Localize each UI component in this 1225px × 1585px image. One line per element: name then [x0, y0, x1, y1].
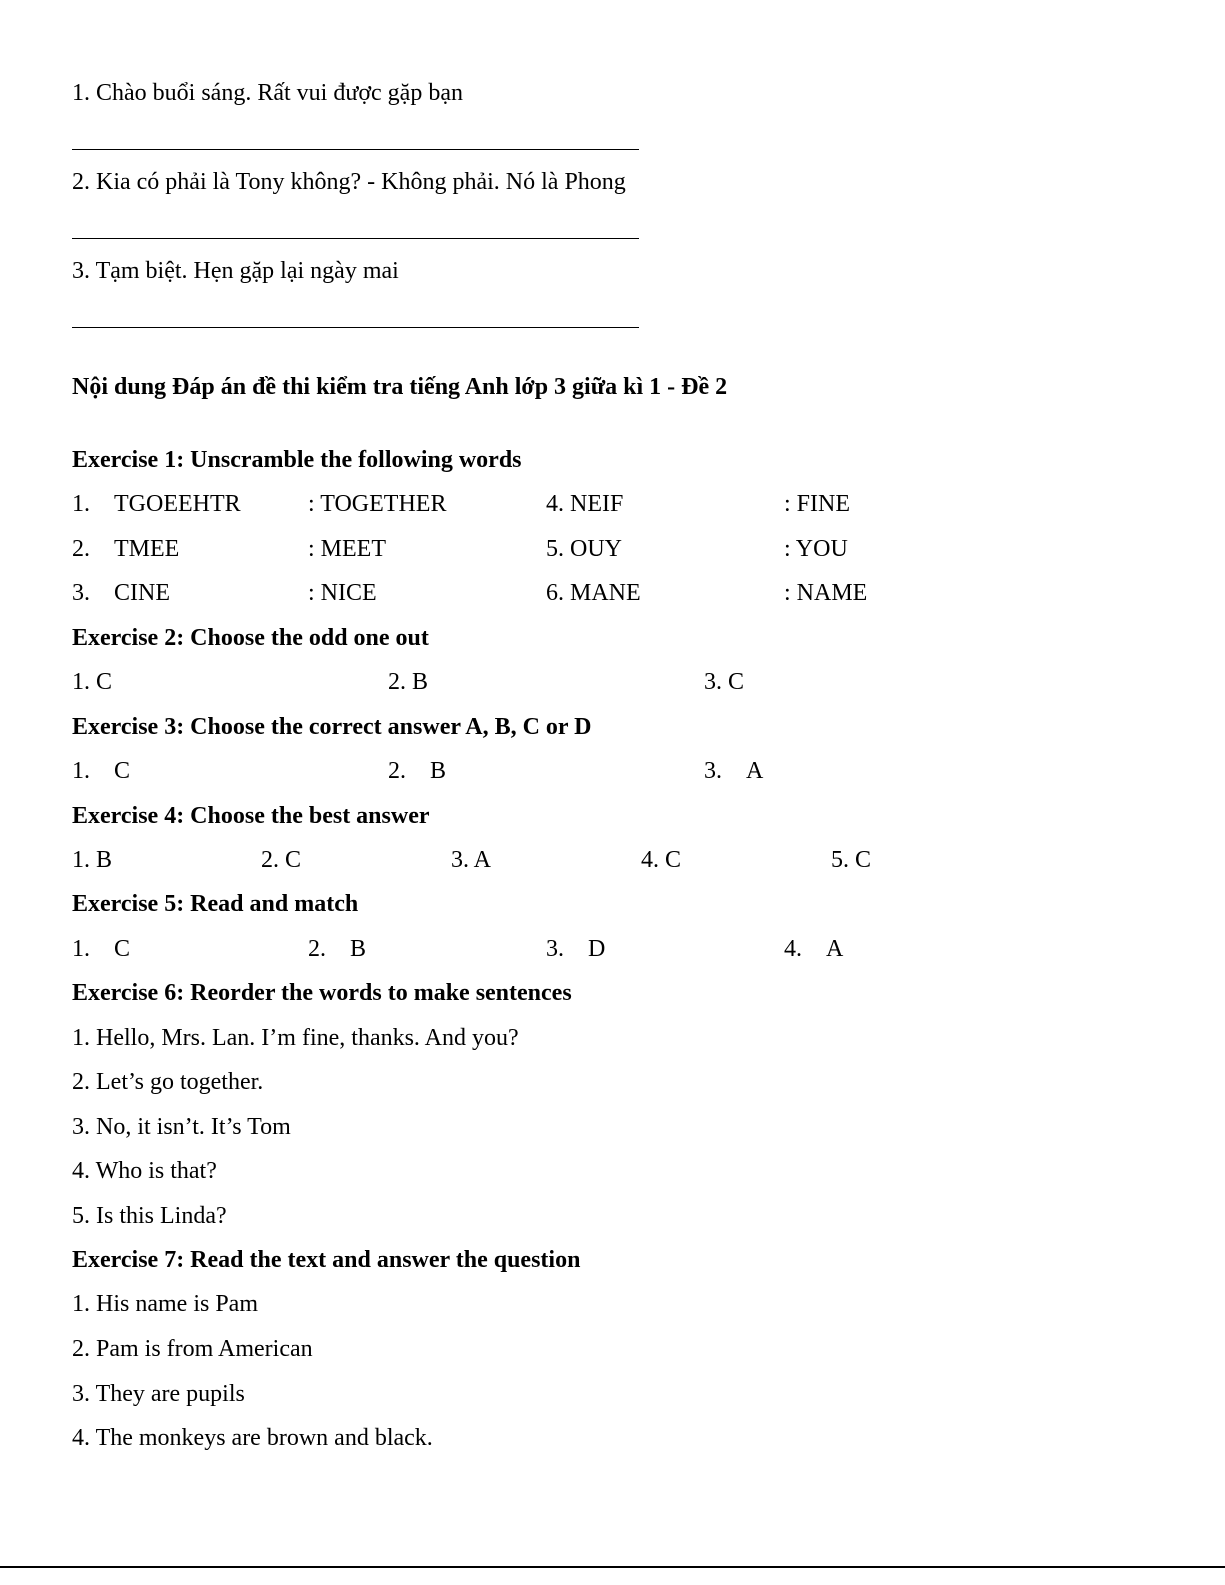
exercise-3-title: Exercise 3: Choose the correct answer A, B, C or D: [72, 714, 592, 740]
answer-word: : FINE: [784, 491, 850, 517]
answer-line: [72, 149, 639, 150]
scrambled-word: CINE: [114, 580, 170, 606]
answer-number: 2.: [388, 758, 406, 784]
answer-number: 4.: [784, 936, 802, 962]
answer-item: 4. C: [641, 847, 682, 873]
sentence-item: 1. Hello, Mrs. Lan. I’m fine, thanks. And you?: [72, 1025, 519, 1051]
answer-item: 3. C: [704, 669, 745, 695]
answer-value: B: [430, 758, 447, 784]
answer-item: 2. C: [261, 847, 302, 873]
answer-word: : NAME: [784, 580, 868, 606]
translate-item-3: 3. Tạm biệt. Hẹn gặp lại ngày mai: [72, 258, 399, 284]
answer-word: : YOU: [784, 536, 848, 562]
answer-number: 3.: [546, 936, 564, 962]
answer-line: [72, 327, 639, 328]
answer-word: : NICE: [308, 580, 377, 606]
answer-item: 1. C: [72, 669, 113, 695]
answer-word: : MEET: [308, 536, 386, 562]
answer-sentence: 2. Pam is from American: [72, 1336, 313, 1362]
sentence-item: 5. Is this Linda?: [72, 1203, 227, 1229]
scrambled-word: TGOEEHTR: [114, 491, 241, 517]
exercise-5-title: Exercise 5: Read and match: [72, 891, 359, 917]
answer-sentence: 1. His name is Pam: [72, 1291, 258, 1317]
answer-word: : TOGETHER: [308, 491, 447, 517]
translate-item-1: 1. Chào buổi sáng. Rất vui được gặp bạn: [72, 80, 463, 106]
sentence-item: 2. Let’s go together.: [72, 1069, 264, 1095]
page-bottom-border: [0, 1566, 1225, 1568]
sentence-item: 3. No, it isn’t. It’s Tom: [72, 1114, 291, 1140]
answer-value: A: [826, 936, 844, 962]
exercise-6-title: Exercise 6: Reorder the words to make sentences: [72, 980, 572, 1006]
row-number: 2.: [72, 536, 90, 562]
answer-value: D: [588, 936, 606, 962]
exercise-1-title: Exercise 1: Unscramble the following words: [72, 447, 522, 473]
answer-number: 1.: [72, 758, 90, 784]
sentence-item: 4. Who is that?: [72, 1158, 217, 1184]
answer-key-title: Nội dung Đáp án đề thi kiểm tra tiếng Anh lớp 3 giữa kì 1 - Đề 2: [72, 374, 728, 400]
row-number: 1.: [72, 491, 90, 517]
answer-number: 1.: [72, 936, 90, 962]
answer-value: B: [350, 936, 367, 962]
scrambled-word: 4. NEIF: [546, 491, 624, 517]
answer-line: [72, 238, 639, 239]
row-number: 3.: [72, 580, 90, 606]
scrambled-word: 5. OUY: [546, 536, 622, 562]
answer-item: 3. A: [451, 847, 492, 873]
translate-item-2: 2. Kia có phải là Tony không? - Không phải. Nó là Phong: [72, 169, 626, 195]
answer-sentence: 3. They are pupils: [72, 1381, 245, 1407]
answer-item: 5. C: [831, 847, 872, 873]
exercise-7-title: Exercise 7: Read the text and answer the question: [72, 1247, 581, 1273]
answer-value: A: [746, 758, 764, 784]
answer-number: 2.: [308, 936, 326, 962]
exercise-4-title: Exercise 4: Choose the best answer: [72, 803, 430, 829]
answer-value: C: [114, 936, 131, 962]
answer-sentence: 4. The monkeys are brown and black.: [72, 1425, 433, 1451]
answer-number: 3.: [704, 758, 722, 784]
exercise-2-title: Exercise 2: Choose the odd one out: [72, 625, 429, 651]
scrambled-word: 6. MANE: [546, 580, 641, 606]
answer-item: 1. B: [72, 847, 113, 873]
scrambled-word: TMEE: [114, 536, 180, 562]
answer-value: C: [114, 758, 131, 784]
answer-item: 2. B: [388, 669, 429, 695]
